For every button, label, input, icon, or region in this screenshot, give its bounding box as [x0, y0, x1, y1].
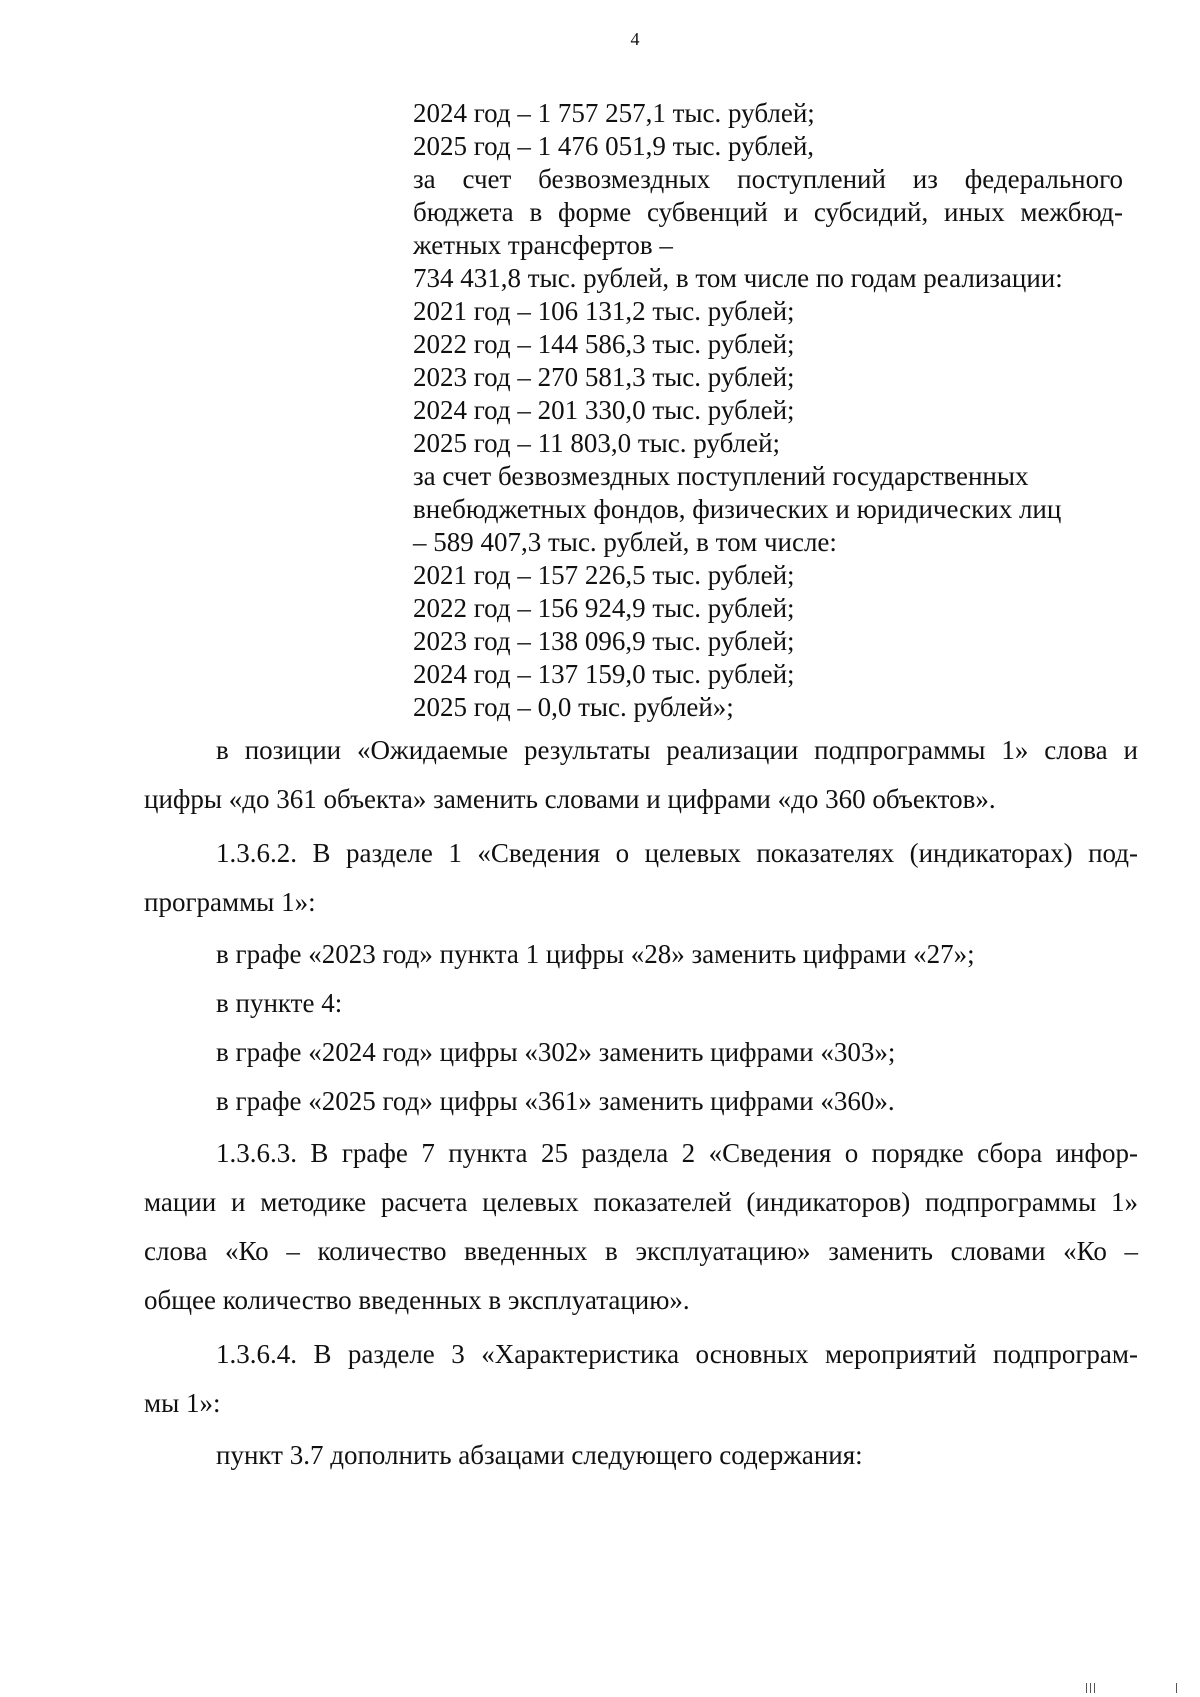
funding-line: 2025 год – 11 803,0 тыс. рублей; [413, 428, 781, 458]
funding-line: 2024 год – 1 757 257,1 тыс. рублей; [413, 98, 815, 128]
paragraph-line: 1.3.6.2. В разделе 1 «Сведения о целевых показателях (индикаторах) под- [216, 838, 1138, 868]
paragraph-line: 1.3.6.3. В графе 7 пункта 25 раздела 2 «Сведения о порядке сбора инфор- [216, 1138, 1138, 1168]
scan-marks [1076, 1679, 1186, 1693]
paragraph-line: в графе «2024 год» цифры «302» заменить цифрами «303»; [216, 1037, 896, 1067]
funding-line: внебюджетных фондов, физических и юридических лиц [413, 494, 1062, 524]
paragraph-line: слова «Ко – количество введенных в эксплуатацию» заменить словами «Ко – [144, 1236, 1138, 1266]
paragraph-line: программы 1»: [144, 887, 316, 917]
funding-line: – 589 407,3 тыс. рублей, в том числе: [413, 527, 837, 557]
funding-line: 2024 год – 201 330,0 тыс. рублей; [413, 395, 795, 425]
funding-line: жетных трансфертов – [413, 230, 673, 260]
funding-line: 2023 год – 138 096,9 тыс. рублей; [413, 626, 795, 656]
paragraph-line: в графе «2025 год» цифры «361» заменить цифрами «360». [216, 1086, 895, 1116]
funding-line: 2022 год – 144 586,3 тыс. рублей; [413, 329, 795, 359]
funding-line: за счет безвозмездных поступлений государственных [413, 461, 1029, 491]
funding-block [413, 97, 1123, 724]
paragraph-line: мации и методике расчета целевых показателей (индикаторов) подпрограммы 1» [144, 1187, 1138, 1217]
paragraph-line: в графе «2023 год» пункта 1 цифры «28» заменить цифрами «27»; [216, 939, 975, 969]
funding-line: 2022 год – 156 924,9 тыс. рублей; [413, 593, 795, 623]
funding-line: 734 431,8 тыс. рублей, в том числе по годам реализации: [413, 263, 1063, 293]
funding-line: 2025 год – 1 476 051,9 тыс. рублей, [413, 131, 815, 161]
funding-line: 2021 год – 106 131,2 тыс. рублей; [413, 296, 795, 326]
paragraph-line: 1.3.6.4. В разделе 3 «Характеристика основных мероприятий подпрограм- [216, 1339, 1138, 1369]
funding-line: 2024 год – 137 159,0 тыс. рублей; [413, 659, 795, 689]
paragraph-line: общее количество введенных в эксплуатацию». [144, 1285, 690, 1315]
paragraph-line: цифры «до 361 объекта» заменить словами и цифрами «до 360 объектов». [144, 784, 996, 814]
page-number: 4 [630, 29, 640, 49]
funding-line: 2025 год – 0,0 тыс. рублей»; [413, 692, 734, 722]
funding-line: бюджета в форме субвенций и субсидий, иных межбюд- [413, 197, 1123, 227]
document-body [144, 726, 1138, 1480]
paragraph-line: пункт 3.7 дополнить абзацами следующего содержания: [216, 1440, 863, 1470]
paragraph-line: мы 1»: [144, 1388, 221, 1418]
funding-line: 2021 год – 157 226,5 тыс. рублей; [413, 560, 795, 590]
paragraph-line: в пункте 4: [216, 988, 343, 1018]
funding-line: 2023 год – 270 581,3 тыс. рублей; [413, 362, 795, 392]
funding-line: за счет безвозмездных поступлений из федерального [413, 164, 1123, 194]
paragraph-line: в позиции «Ожидаемые результаты реализации подпрограммы 1» слова и [216, 735, 1138, 765]
